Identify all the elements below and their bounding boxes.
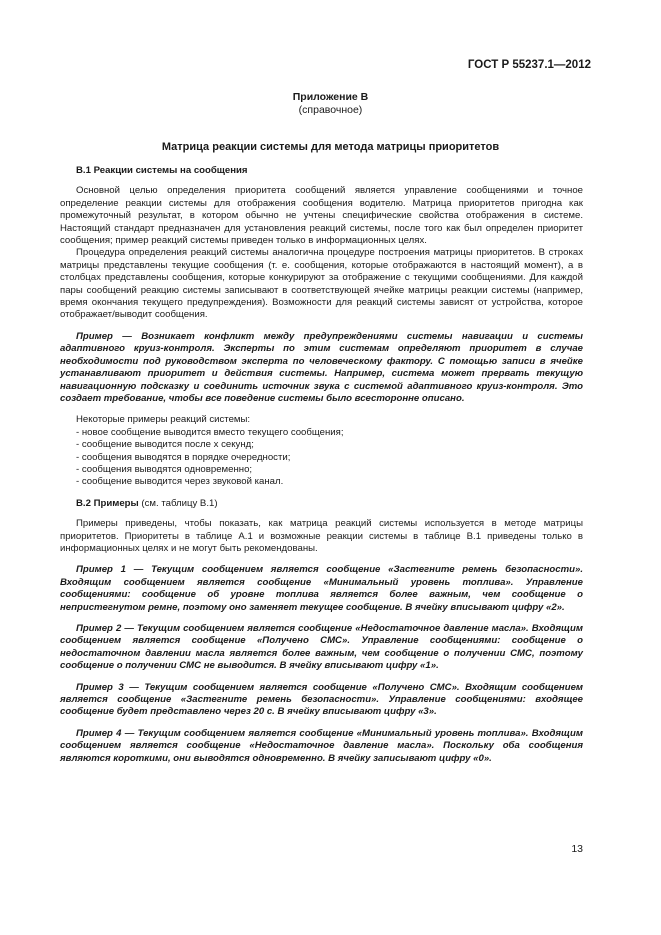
example-1: Пример 1 — Текущим сообщением является сообщение «Застегните ремень безопасности». Входящим сообщением является сообщение «Минимальный уровень топлива». Управление сообщениями: сообщение об уровне топлива является более важным, чем сообщение о непристегнутом ремне, поэтому оно заменяет текущее сообщение. В ячейку вписывают цифру «2». bbox=[60, 564, 583, 613]
document-title: Матрица реакции системы для метода матрицы приоритетов bbox=[161, 141, 500, 153]
list-item: - сообщения выводятся одновременно; bbox=[76, 463, 253, 475]
appendix-title: Приложение В bbox=[292, 91, 369, 103]
section-2-heading-ref: (см. таблицу В.1) bbox=[141, 497, 218, 509]
example-2: Пример 2 — Текущим сообщением является сообщение «Недостаточное давление масла». Входящим сообщением является сообщение «Получено СМС». Управление сообщениями: сообщение о недостаточном давлении масла является более важным, чем сообщение о получении СМС, поэтому сообщение о получении СМС не выводится. В ячейку вписывают цифру «1». bbox=[60, 623, 583, 672]
section-2-heading-text: В.2 Примеры bbox=[76, 497, 139, 509]
list-item: - сообщение выводится через звуковой канал. bbox=[76, 476, 284, 488]
appendix-heading bbox=[0, 91, 661, 117]
document-body bbox=[60, 165, 583, 765]
section-1-example: Пример — Возникает конфликт между предупреждениями системы навигации и системы адаптивного круиз-контроля. Эксперты по этим системам определяют приоритет в случае необходимости под руководством эксперта по человеческому фактору. С помощью записи в ячейке устанавливают приоритет и действия системы. Например, система может прервать текущую навигационную подсказку и соединить источник звука с системой адаптивного круиз-контроля. Это создает требование, чтобы все поведение системы было всесторонне описано. bbox=[60, 330, 583, 404]
section-1-paragraph-2: Процедура определения реакций системы аналогична процедуре построения матрицы приоритетов. В строках матрицы представлены текущие сообщения (т. е. сообщения, которые отображаются в настоящий момент), а в столбцах представлены сообщения, которые конкурируют за отображение с текущими сообщениями. Для каждой пары сообщений реакцию системы записывают в соответствующей ячейке матрицы реакции системы (например, время окончания текущего предупреждения). Возможности для реакций системы зависят от устройства, которое отображает/выводит сообщения. bbox=[60, 247, 583, 321]
list-item: - сообщения выводятся в порядке очередности; bbox=[76, 451, 291, 463]
list-item: - новое сообщение выводится вместо текущего сообщения; bbox=[76, 426, 344, 438]
appendix-subtitle: (справочное) bbox=[298, 104, 363, 116]
example-3: Пример 3 — Текущим сообщением является сообщение «Получено СМС». Входящим сообщением является сообщение «Застегните ремень безопасности». Управление сообщениями: входящее сообщение будет представлено через 20 с. В ячейку вписывают цифру «3». bbox=[60, 681, 583, 718]
section-2-heading bbox=[60, 498, 583, 510]
system-reactions-list bbox=[60, 427, 583, 489]
section-1-heading: В.1 Реакции системы на сообщения bbox=[76, 165, 248, 176]
page-number: 13 bbox=[571, 843, 583, 855]
section-2-paragraph-1: Примеры приведены, чтобы показать, как матрица реакций системы используется в методе матрицы приоритетов. Приоритеты в таблице А.1 и возможные реакции системы в таблице В.1 приведены только в информационных целях и не могут быть рекомендованы. bbox=[60, 518, 583, 554]
list-intro: Некоторые примеры реакций системы: bbox=[76, 414, 251, 426]
section-1-paragraph-1: Основной целью определения приоритета сообщений является управление сообщениями и точное определение реакции системы для отображения сообщения водителю. Матрица приоритетов пригодна как промежуточный результат, в котором обычно не учтены специфические свойства отображения в системе. Настоящий стандарт предназначен для установления реакций системы, после того как был определен приоритет сообщения; пример реакций системы приведен только в информационных целях. bbox=[60, 185, 583, 247]
example-4: Пример 4 — Текущим сообщением является сообщение «Минимальный уровень топлива». Входящим сообщением является сообщение «Недостаточное давление масла». Поскольку оба сообщения являются короткими, они выводятся одновременно. В ячейку записывают цифру «0». bbox=[60, 727, 583, 764]
list-item: - сообщение выводится после x секунд; bbox=[76, 439, 254, 451]
standard-number: ГОСТ Р 55237.1—2012 bbox=[467, 59, 591, 71]
